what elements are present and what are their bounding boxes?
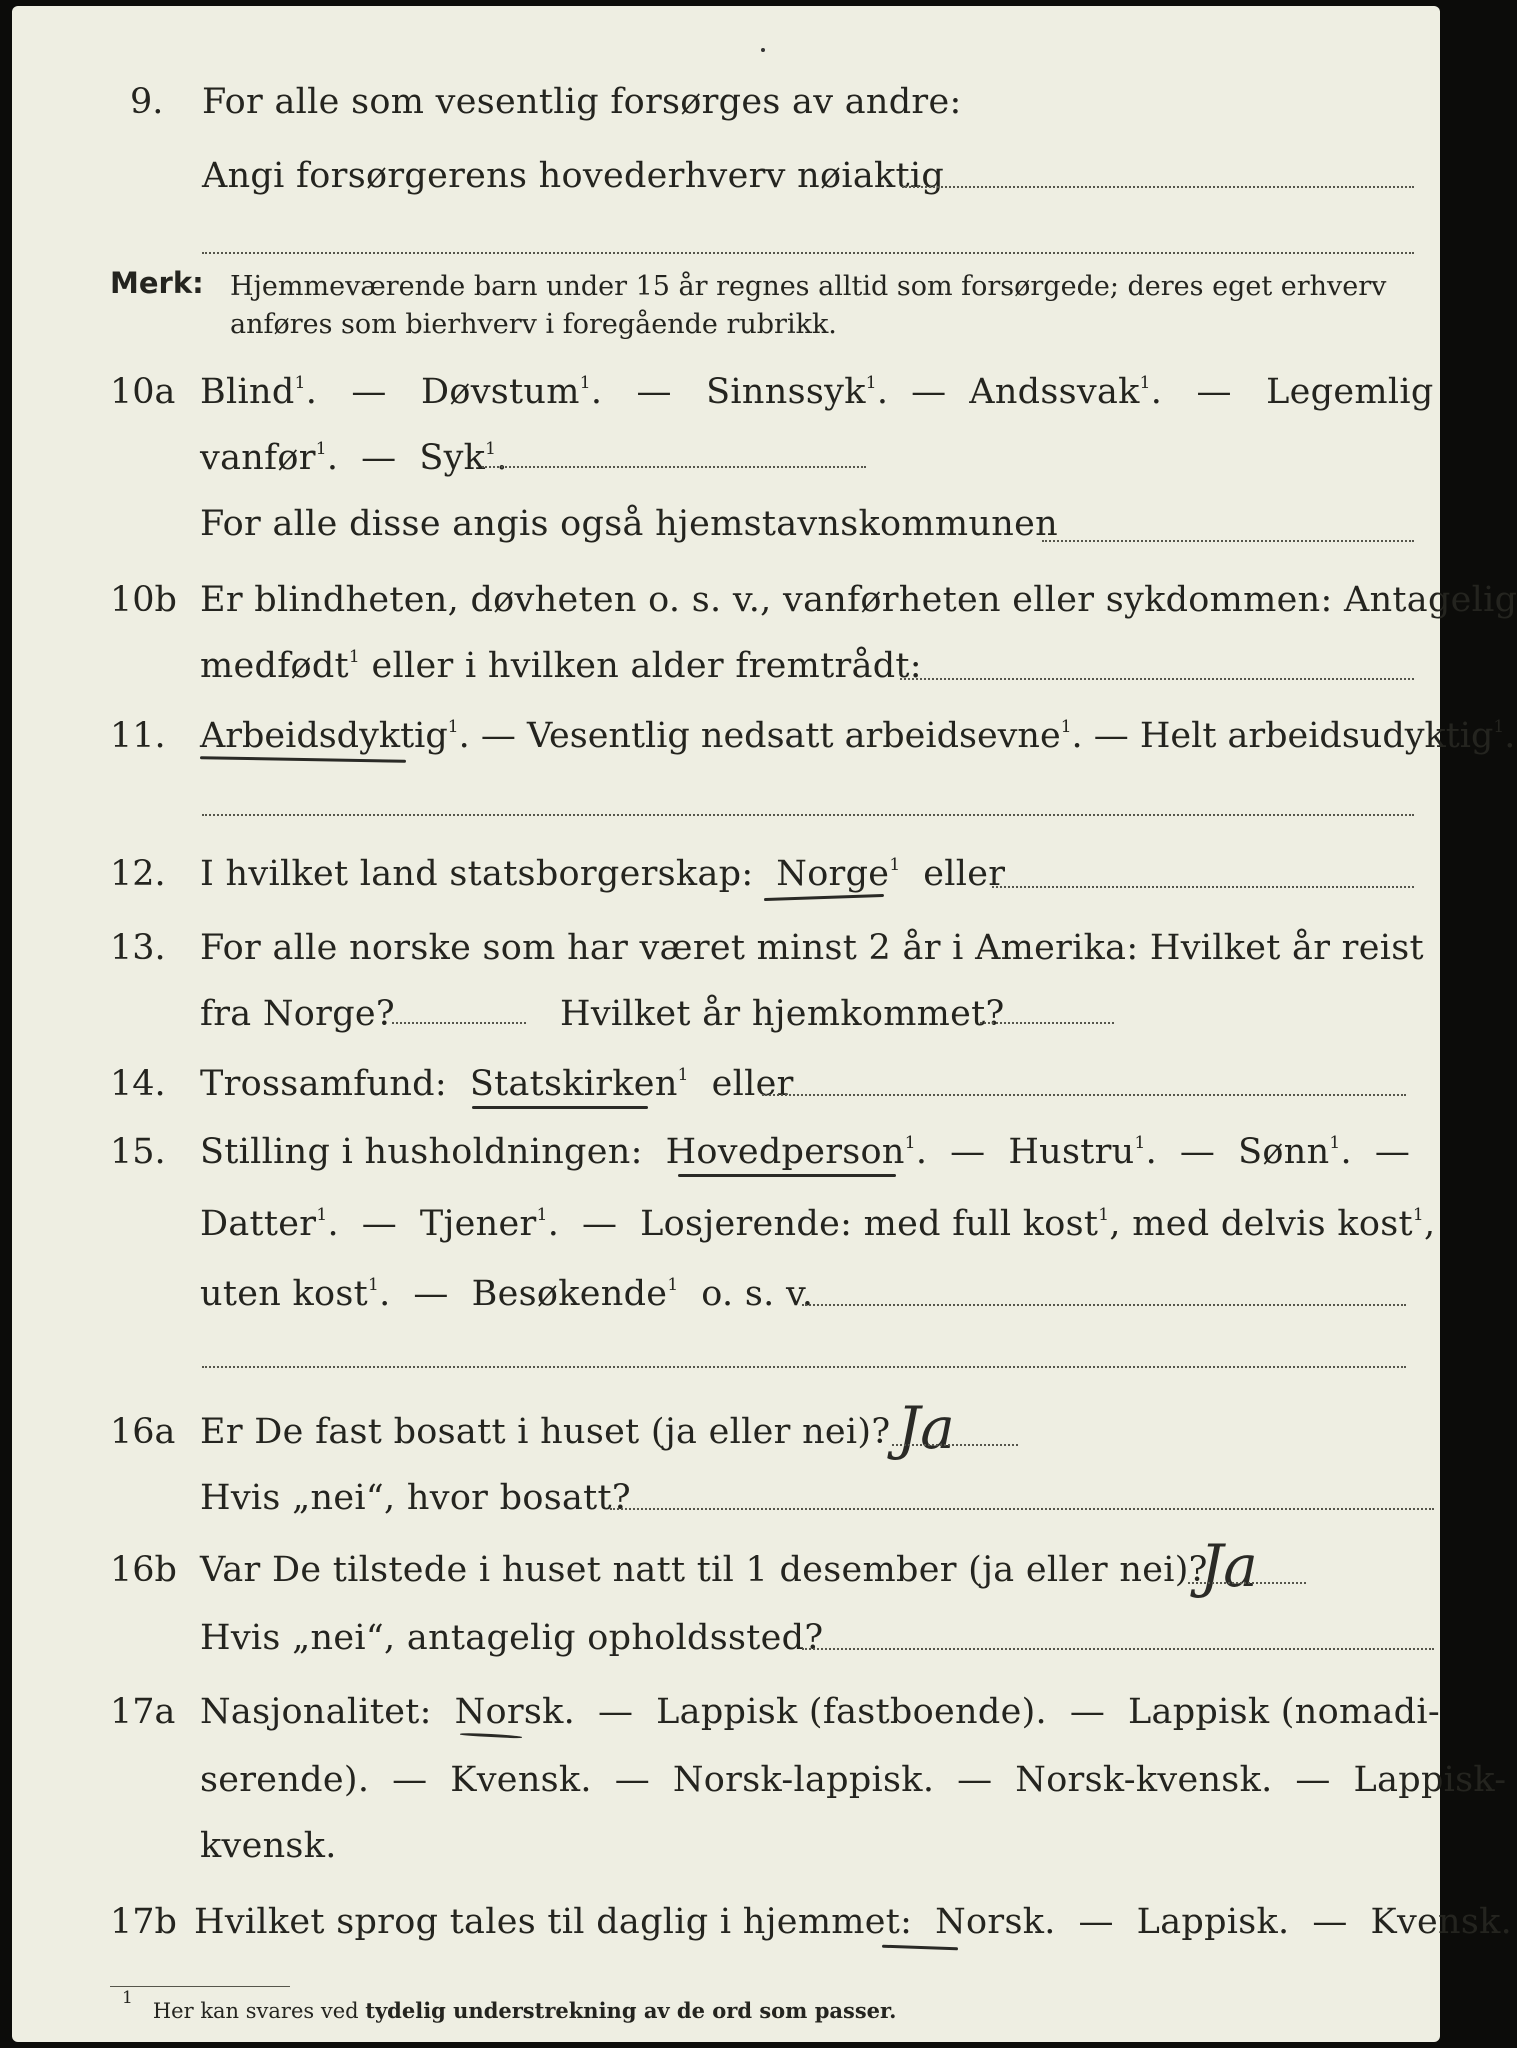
q16a-line2: Hvis „nei“, hvor bosatt? bbox=[200, 1478, 631, 1518]
merk-line2: anføres som bierhverv i foregående rubrikk. bbox=[230, 309, 837, 340]
q16a-line1: Er De fast bosatt i huset (ja eller nei)? bbox=[200, 1412, 891, 1452]
q13-hjemkommet-line[interactable] bbox=[980, 1022, 1114, 1024]
q10a-answer-line[interactable] bbox=[482, 466, 866, 468]
q11-answer-line[interactable] bbox=[202, 814, 1414, 816]
q17a-line1: Nasjonalitet: Norsk. — Lappisk (fastboende). — Lappisk (nomadi- bbox=[200, 1692, 1440, 1732]
q12-answer-line[interactable] bbox=[992, 886, 1414, 888]
q16b-handwritten-answer: Ja bbox=[1200, 1532, 1258, 1600]
q13-line2a: fra Norge? bbox=[200, 994, 395, 1034]
census-form-page bbox=[12, 6, 1517, 2042]
q16b-line2: Hvis „nei“, antagelig opholdssted? bbox=[200, 1618, 824, 1658]
q9-number: 9. bbox=[130, 82, 164, 122]
q15-answer-line[interactable] bbox=[802, 1304, 1406, 1306]
merk-label: Merk: bbox=[110, 266, 204, 300]
q10a-line2: vanfør$^1$. — Syk$^1$. bbox=[200, 438, 508, 478]
q15-underline-hovedperson bbox=[678, 1174, 896, 1177]
ink-speck bbox=[761, 48, 765, 52]
q10b-line2: medfødt$^1$ eller i hvilken alder fremtrådt: bbox=[200, 646, 922, 686]
q15-line2: Datter$^1$. — Tjener$^1$. — Losjerende: med full kost$^1$, med delvis kost$^1$, bbox=[200, 1204, 1436, 1244]
q15-answer-line-2[interactable] bbox=[202, 1366, 1406, 1368]
q9-line2: Angi forsørgerens hovederhverv nøiaktig bbox=[202, 156, 945, 196]
merk-line1: Hjemmeværende barn under 15 år regnes alltid som forsørgede; deres eget erhverv bbox=[230, 271, 1387, 302]
q10a-line3: For alle disse angis også hjemstavnskommunen bbox=[200, 504, 1058, 544]
q10b-number: 10b bbox=[110, 580, 177, 620]
q10b-line1: Er blindheten, døvheten o. s. v., vanførheten eller sykdommen: Antagelig bbox=[200, 580, 1517, 620]
q15-line3: uten kost$^1$. — Besøkende$^1$ o. s. v. bbox=[200, 1274, 814, 1314]
q16a-answer-line[interactable] bbox=[892, 1444, 1018, 1446]
q10a-line1: Blind$^1$. — Døvstum$^1$. — Sinnssyk$^1$. — Andssvak$^1$. — Legemlig bbox=[200, 372, 1434, 412]
q14-number: 14. bbox=[110, 1064, 166, 1104]
q13-line2b: Hvilket år hjemkommet? bbox=[560, 994, 1005, 1034]
q17b-line1: Hvilket sprog tales til daglig i hjemmet: Norsk. — Lappisk. — Kvensk. bbox=[194, 1902, 1513, 1942]
q13-line1: For alle norske som har været minst 2 år i Amerika: Hvilket år reist bbox=[200, 928, 1424, 968]
q16a-handwritten-answer: Ja bbox=[897, 1394, 955, 1462]
q16b-line1: Var De tilstede i huset natt til 1 desember (ja eller nei)? bbox=[200, 1550, 1208, 1590]
q14-answer-line[interactable] bbox=[762, 1094, 1406, 1096]
q16a-bosatt-line[interactable] bbox=[610, 1508, 1434, 1510]
q17b-underline-norsk bbox=[882, 1945, 958, 1951]
q17a-line2: serende). — Kvensk. — Norsk-lappisk. — Norsk-kvensk. — Lappisk- bbox=[200, 1760, 1507, 1800]
footnote: $^1$ Her kan svares ved tydelig understrekning av de ord som passer. bbox=[122, 1988, 897, 2023]
q14-underline-statskirken bbox=[472, 1106, 648, 1109]
q12-number: 12. bbox=[110, 854, 166, 894]
q10a-number: 10a bbox=[110, 372, 176, 412]
q16a-number: 16a bbox=[110, 1412, 176, 1452]
q13-number: 13. bbox=[110, 928, 166, 968]
q10a-hjemstavn-line[interactable] bbox=[1042, 540, 1414, 542]
q14-line1: Trossamfund: Statskirken$^1$ eller bbox=[200, 1064, 794, 1104]
q15-number: 15. bbox=[110, 1132, 166, 1172]
q17a-number: 17a bbox=[110, 1692, 176, 1732]
footnote-rule bbox=[110, 1986, 290, 1987]
q9-text: For alle som vesentlig forsørges av andre: bbox=[202, 82, 962, 122]
q9-answer-line[interactable] bbox=[902, 186, 1414, 188]
q11-number: 11. bbox=[110, 716, 166, 756]
q16b-opphold-line[interactable] bbox=[802, 1648, 1434, 1650]
q9-answer-line-2[interactable] bbox=[202, 252, 1414, 254]
q13-reist-line[interactable] bbox=[392, 1022, 526, 1024]
q15-line1: Stilling i husholdningen: Hovedperson$^1$. — Hustru$^1$. — Sønn$^1$. — bbox=[200, 1132, 1411, 1172]
q11-line1: Arbeidsdyktig$^1$. — Vesentlig nedsatt arbeidsevne$^1$. — Helt arbeidsudyktig$^1$. bbox=[200, 716, 1516, 756]
q16b-number: 16b bbox=[110, 1550, 177, 1590]
q17a-line3: kvensk. bbox=[200, 1826, 337, 1866]
q10b-answer-line[interactable] bbox=[900, 678, 1414, 680]
q16b-answer-line[interactable] bbox=[1188, 1582, 1306, 1584]
q12-line1: I hvilket land statsborgerskap: Norge$^1$ eller bbox=[200, 854, 1006, 894]
q17b-number: 17b bbox=[110, 1902, 177, 1942]
